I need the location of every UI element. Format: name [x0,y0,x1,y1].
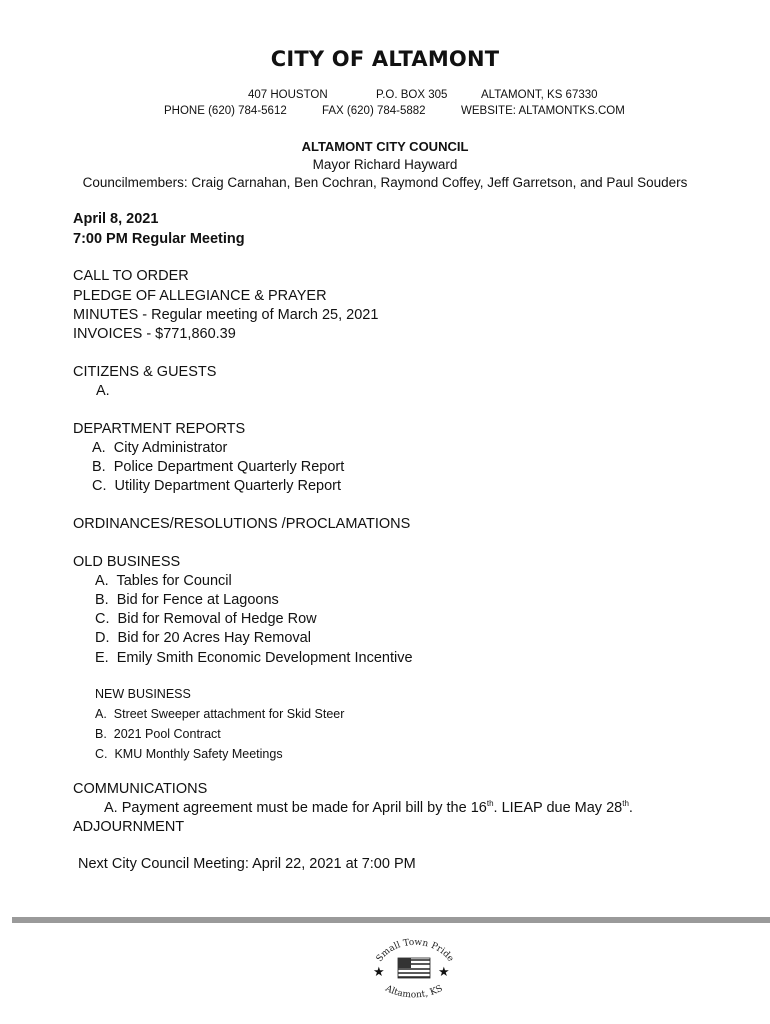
list-item: C. Bid for Removal of Hedge Row [95,611,317,627]
citizens-item: A. [96,383,110,399]
minutes-line: MINUTES - Regular meeting of March 25, 2021 [73,307,379,323]
citizens-heading: CITIZENS & GUESTS [73,364,217,380]
meeting-date: April 8, 2021 [73,211,159,227]
phone-number: PHONE (620) 784-5612 [164,105,287,117]
star-icon: ★ [438,964,450,979]
communications-heading: COMMUNICATIONS [73,781,208,797]
communications-item: A. Payment agreement must be made for April bill by the 16th. LIEAP due May 28th. [104,799,633,816]
list-item: A. Street Sweeper attachment for Skid Steer [95,707,345,721]
call-to-order: CALL TO ORDER [73,268,189,284]
city-seal [360,928,470,1018]
department-reports-heading: DEPARTMENT REPORTS [73,421,246,437]
list-item: B. 2021 Pool Contract [95,727,221,741]
list-item: D. Bid for 20 Acres Hay Removal [95,630,311,646]
street-address: 407 HOUSTON [248,89,328,101]
council-title: ALTAMONT CITY COUNCIL [301,139,469,154]
pledge-line: PLEDGE OF ALLEGIANCE & PRAYER [73,288,327,304]
list-item: E. Emily Smith Economic Development Incentive [95,650,413,666]
list-item: C. Utility Department Quarterly Report [92,478,341,494]
list-item: A. Tables for Council [95,573,232,589]
city-state-zip: ALTAMONT, KS 67330 [481,89,598,101]
old-business-heading: OLD BUSINESS [73,554,181,570]
list-item: B. Bid for Fence at Lagoons [95,592,279,608]
new-business-heading: NEW BUSINESS [95,687,191,701]
list-item: B. Police Department Quarterly Report [92,459,345,475]
website: WEBSITE: ALTAMONTKS.COM [461,105,625,117]
divider [12,917,770,923]
meeting-type: 7:00 PM Regular Meeting [73,231,245,247]
next-meeting: Next City Council Meeting: April 22, 2021 at 7:00 PM [78,856,416,872]
mayor-line: Mayor Richard Hayward [312,157,458,172]
fax-number: FAX (620) 784-5882 [322,105,426,117]
adjournment: ADJOURNMENT [73,819,185,835]
invoices-line: INVOICES - $771,860.39 [73,326,236,342]
seal-top-text: Small Town Pride [374,937,456,964]
city-title: CITY OF ALTAMONT [270,47,500,71]
flag-icon [398,958,430,978]
list-item: A. City Administrator [92,440,228,456]
ordinances-heading: ORDINANCES/RESOLUTIONS /PROCLAMATIONS [73,516,411,532]
po-box: P.O. BOX 305 [376,89,448,101]
councilmembers-line: Councilmembers: Craig Carnahan, Ben Cochran, Raymond Coffey, Jeff Garretson, and Paul Souders [82,175,688,190]
seal-bottom-text: Altamont, KS [383,983,445,1001]
star-icon: ★ [373,964,385,979]
list-item: C. KMU Monthly Safety Meetings [95,747,283,761]
